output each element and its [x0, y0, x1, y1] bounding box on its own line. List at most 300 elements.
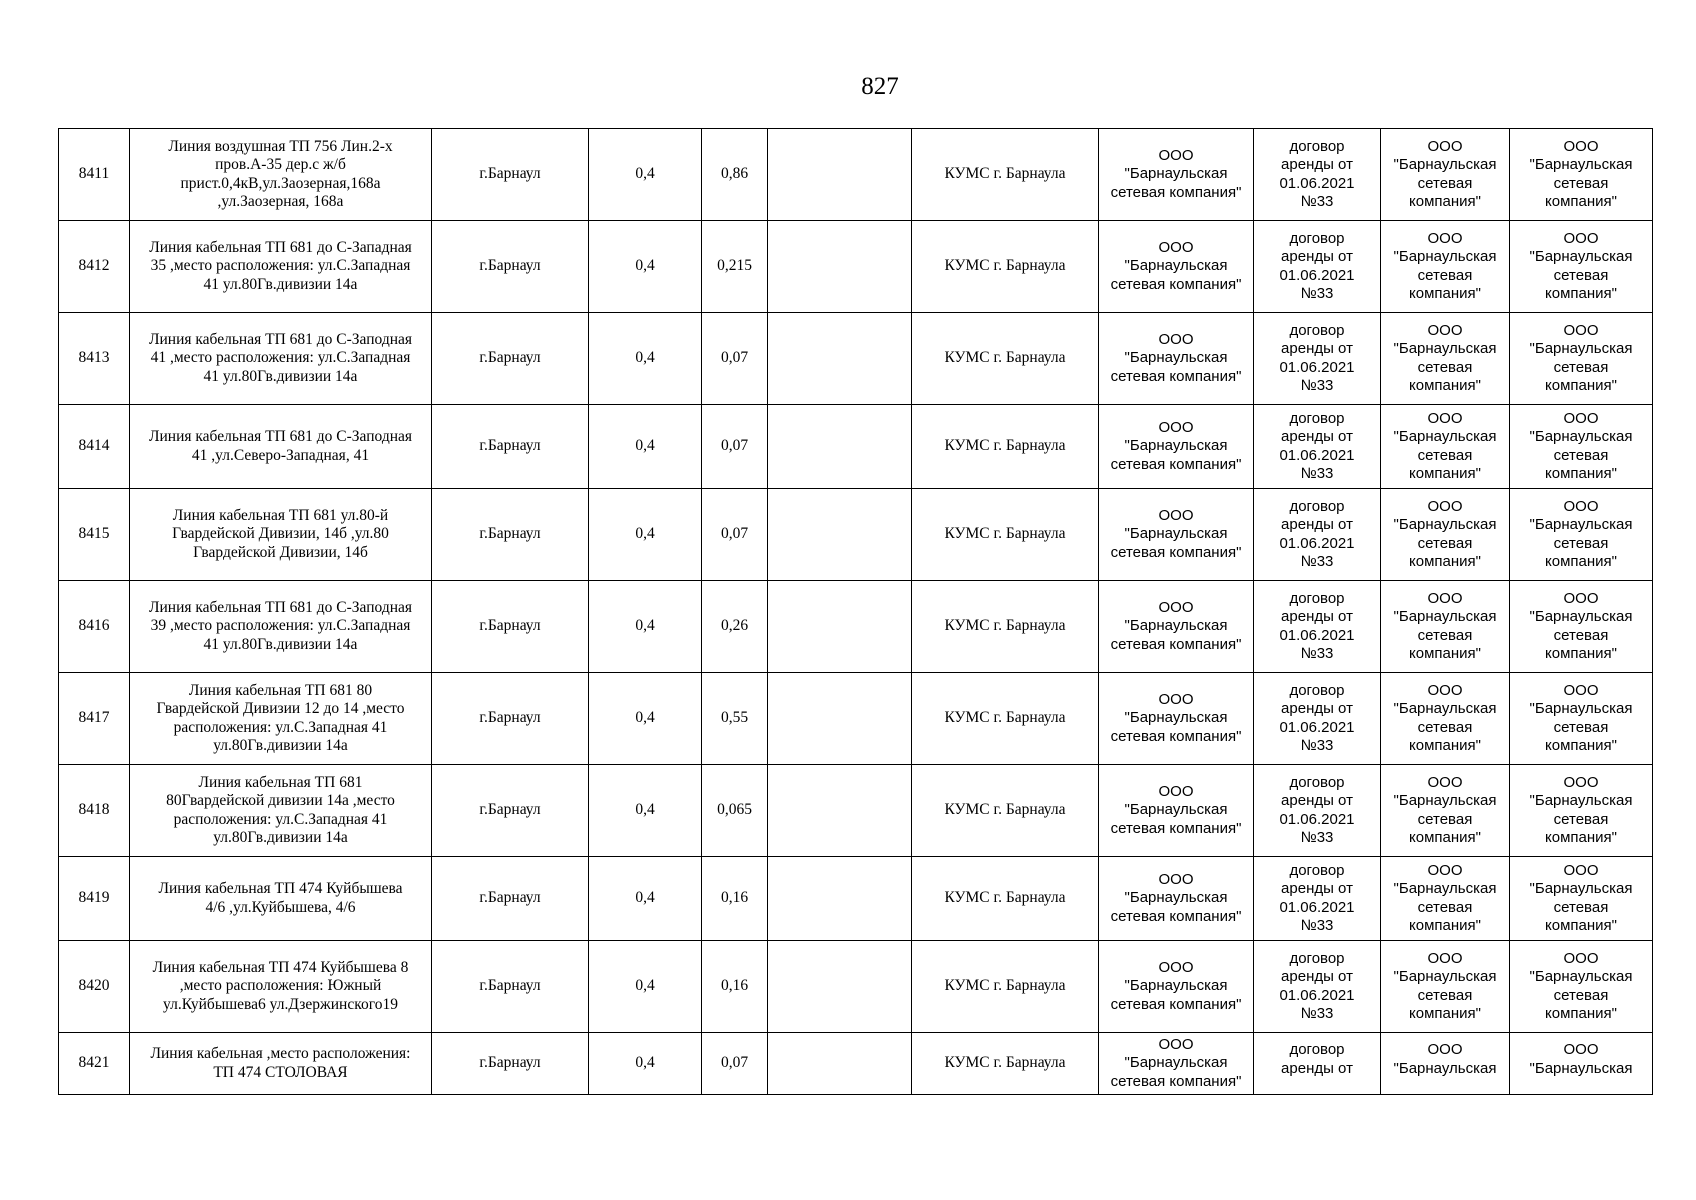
operator-org-line: ООО — [1427, 497, 1463, 515]
service-org-line: компания" — [1545, 737, 1617, 754]
service-org-line: "Барнаульская — [1529, 792, 1633, 809]
operator-org-line: "Барнаульская — [1393, 248, 1497, 265]
holder-org-line: сетевая компания" — [1110, 727, 1242, 745]
empty-cell — [768, 581, 912, 673]
holder-org-line: сетевая компания" — [1110, 543, 1242, 561]
object-location: г.Барнаул — [432, 673, 589, 765]
object-name — [130, 857, 432, 941]
holder-org-line: сетевая компания" — [1110, 819, 1242, 837]
row-number: 8412 — [59, 221, 130, 313]
object-name-line: Линия кабельная ,место расположения: — [150, 1045, 411, 1062]
page-number: 827 — [861, 73, 899, 100]
operator-org — [1381, 673, 1510, 765]
contract-info-line: аренды от — [1281, 248, 1353, 265]
object-name — [130, 489, 432, 581]
row-number: 8417 — [59, 673, 130, 765]
service-org-line: ООО — [1563, 497, 1599, 515]
operator-org-line: "Барнаульская — [1393, 792, 1497, 809]
object-name-line: ул.80Гв.дивизии 14а — [213, 737, 348, 754]
contract-info-line: №33 — [1300, 285, 1334, 302]
holder-org — [1099, 129, 1254, 221]
service-org-line: ООО — [1563, 773, 1599, 791]
table-row — [59, 489, 1653, 581]
holder-org-line: "Барнаульская — [1124, 165, 1228, 183]
operator-org-line: сетевая — [1417, 358, 1473, 376]
object-name — [130, 221, 432, 313]
contract-info-line: договор — [1289, 321, 1345, 339]
contract-info-line: договор — [1289, 1041, 1345, 1058]
object-name-line: 41 ул.80Гв.дивизии 14а — [203, 367, 358, 385]
row-number: 8416 — [59, 581, 130, 673]
object-name — [130, 765, 432, 857]
empty-cell — [768, 1033, 912, 1095]
holder-org-line: ООО — [1158, 418, 1194, 436]
service-org-line: сетевая — [1553, 174, 1609, 192]
service-org — [1510, 405, 1653, 489]
empty-cell — [768, 673, 912, 765]
row-number: 8411 — [59, 129, 130, 221]
object-name-line: Линия кабельная ТП 681 80 — [188, 681, 373, 699]
object-name-line: прист.0,4кВ,ул.Заозерная,168а — [180, 174, 381, 192]
object-location: г.Барнаул — [432, 941, 589, 1033]
operator-org-line: компания" — [1409, 737, 1481, 754]
line-length: 0,16 — [702, 857, 768, 941]
object-name-line: ,ул.Заозерная, 168а — [217, 193, 344, 210]
operator-org-line: ООО — [1427, 321, 1463, 339]
contract-info — [1254, 313, 1381, 405]
operator-org-line: сетевая — [1417, 810, 1473, 828]
service-org-line: компания" — [1545, 829, 1617, 846]
operator-org-line: компания" — [1409, 377, 1481, 394]
object-name-line: 41 ,место расположения: ул.С.Западная — [150, 349, 411, 367]
table-row — [59, 1033, 1653, 1095]
contract-info-line: договор — [1289, 681, 1345, 699]
holder-org-line: "Барнаульская — [1124, 617, 1228, 635]
service-org — [1510, 581, 1653, 673]
object-name-line: расположения: ул.С.Западная 41 — [173, 810, 388, 828]
service-org — [1510, 857, 1653, 941]
object-name-line: Линия кабельная ТП 474 Куйбышева — [158, 880, 403, 897]
holder-org-line: "Барнаульская — [1124, 525, 1228, 543]
voltage-kv: 0,4 — [589, 221, 702, 313]
object-name-line: 4/6 ,ул.Куйбышева, 4/6 — [205, 898, 356, 916]
voltage-kv: 0,4 — [589, 313, 702, 405]
contract-info-line: №33 — [1300, 193, 1334, 210]
object-name — [130, 673, 432, 765]
contract-info-line: №33 — [1300, 829, 1334, 846]
operator-org-line: ООО — [1427, 861, 1463, 879]
owner: КУМС г. Барнаула — [912, 581, 1099, 673]
contract-info-line: 01.06.2021 — [1279, 626, 1355, 644]
service-org-line: компания" — [1545, 1005, 1617, 1022]
line-length: 0,07 — [702, 405, 768, 489]
contract-info-line: договор — [1289, 409, 1345, 427]
service-org — [1510, 941, 1653, 1033]
holder-org-line: ООО — [1158, 146, 1194, 164]
operator-org-line: сетевая — [1417, 986, 1473, 1004]
object-name — [130, 129, 432, 221]
object-name-line: ТП 474 СТОЛОВАЯ — [213, 1063, 348, 1081]
line-length: 0,07 — [702, 1033, 768, 1095]
service-org-line: ООО — [1563, 137, 1599, 155]
holder-org-line: "Барнаульская — [1124, 801, 1228, 819]
service-org-line: компания" — [1545, 193, 1617, 210]
contract-info-line: 01.06.2021 — [1279, 718, 1355, 736]
owner: КУМС г. Барнаула — [912, 857, 1099, 941]
contract-info-line: договор — [1289, 773, 1345, 791]
operator-org-line: ООО — [1427, 681, 1463, 699]
service-org-line: сетевая — [1553, 718, 1609, 736]
owner: КУМС г. Барнаула — [912, 221, 1099, 313]
contract-info-line: 01.06.2021 — [1279, 898, 1355, 916]
empty-cell — [768, 313, 912, 405]
object-name-line: ул.Куйбышева6 ул.Дзержинского19 — [163, 995, 398, 1013]
voltage-kv: 0,4 — [589, 765, 702, 857]
row-number: 8413 — [59, 313, 130, 405]
holder-org-line: сетевая компания" — [1110, 275, 1242, 293]
contract-info — [1254, 673, 1381, 765]
contract-info — [1254, 405, 1381, 489]
operator-org-line: компания" — [1409, 285, 1481, 302]
table-row — [59, 581, 1653, 673]
empty-cell — [768, 489, 912, 581]
operator-org — [1381, 313, 1510, 405]
holder-org-line: ООО — [1158, 1035, 1194, 1053]
row-number: 8421 — [59, 1033, 130, 1095]
table-row — [59, 221, 1653, 313]
object-name-line: 80Гвардейской дивизии 14а ,место — [166, 792, 395, 809]
object-location: г.Барнаул — [432, 857, 589, 941]
holder-org — [1099, 941, 1254, 1033]
holder-org-line: сетевая компания" — [1110, 183, 1242, 201]
voltage-kv: 0,4 — [589, 857, 702, 941]
operator-org-line: компания" — [1409, 917, 1481, 934]
object-location: г.Барнаул — [432, 129, 589, 221]
object-location: г.Барнаул — [432, 489, 589, 581]
contract-info-line: №33 — [1300, 737, 1334, 754]
contract-info-line: аренды от — [1281, 428, 1353, 445]
operator-org-line: сетевая — [1417, 718, 1473, 736]
contract-info-line: аренды от — [1281, 516, 1353, 533]
holder-org — [1099, 489, 1254, 581]
service-org-line: сетевая — [1553, 358, 1609, 376]
object-name-line: ,место расположения: Южный — [179, 977, 382, 995]
operator-org — [1381, 857, 1510, 941]
service-org-line: компания" — [1545, 553, 1617, 570]
object-name-line: Линия кабельная ТП 681 до С-Заподная — [148, 428, 413, 445]
service-org — [1510, 129, 1653, 221]
voltage-kv: 0,4 — [589, 1033, 702, 1095]
line-length: 0,26 — [702, 581, 768, 673]
service-org-line: сетевая — [1553, 898, 1609, 916]
service-org — [1510, 221, 1653, 313]
service-org-line: "Барнаульская — [1529, 248, 1633, 265]
service-org — [1510, 313, 1653, 405]
contract-info-line: договор — [1289, 137, 1345, 155]
service-org-line: сетевая — [1553, 446, 1609, 464]
operator-org — [1381, 489, 1510, 581]
object-name-line: Линия кабельная ТП 474 Куйбышева 8 — [152, 958, 409, 976]
contract-info-line: аренды от — [1281, 608, 1353, 625]
holder-org-line: ООО — [1158, 958, 1194, 976]
service-org-line: ООО — [1563, 681, 1599, 699]
service-org-line: компания" — [1545, 285, 1617, 302]
service-org-line: ООО — [1563, 861, 1599, 879]
row-number: 8420 — [59, 941, 130, 1033]
holder-org-line: "Барнаульская — [1124, 257, 1228, 275]
row-number: 8418 — [59, 765, 130, 857]
object-name-line: ул.80Гв.дивизии 14а — [213, 829, 348, 846]
contract-info-line: 01.06.2021 — [1279, 810, 1355, 828]
contract-info — [1254, 941, 1381, 1033]
operator-org-line: "Барнаульская — [1393, 516, 1497, 533]
contract-info — [1254, 857, 1381, 941]
object-name — [130, 581, 432, 673]
line-length: 0,215 — [702, 221, 768, 313]
contract-info — [1254, 129, 1381, 221]
contract-info-line: №33 — [1300, 917, 1334, 934]
service-org-line: "Барнаульская — [1529, 1059, 1633, 1077]
contract-info-line: 01.06.2021 — [1279, 534, 1355, 552]
holder-org-line: "Барнаульская — [1124, 889, 1228, 907]
contract-info-line: аренды от — [1281, 700, 1353, 717]
operator-org — [1381, 221, 1510, 313]
service-org — [1510, 489, 1653, 581]
table-row — [59, 313, 1653, 405]
operator-org — [1381, 129, 1510, 221]
contract-info-line: 01.06.2021 — [1279, 986, 1355, 1004]
operator-org — [1381, 581, 1510, 673]
operator-org-line: "Барнаульская — [1393, 608, 1497, 625]
empty-cell — [768, 857, 912, 941]
holder-org — [1099, 1033, 1254, 1095]
holder-org-line: "Барнаульская — [1124, 349, 1228, 367]
owner: КУМС г. Барнаула — [912, 405, 1099, 489]
object-name — [130, 941, 432, 1033]
contract-info-line: №33 — [1300, 377, 1334, 394]
table-body — [59, 129, 1653, 1095]
holder-org-line: ООО — [1158, 238, 1194, 256]
object-name — [130, 313, 432, 405]
service-org-line: "Барнаульская — [1529, 428, 1633, 445]
object-name — [130, 405, 432, 489]
contract-info-line: аренды от — [1281, 340, 1353, 357]
object-location: г.Барнаул — [432, 221, 589, 313]
service-org-line: компания" — [1545, 645, 1617, 662]
table-row — [59, 129, 1653, 221]
service-org-line: ООО — [1563, 321, 1599, 339]
operator-org-line: "Барнаульская — [1393, 340, 1497, 357]
object-name-line: Линия кабельная ТП 681 — [198, 773, 363, 791]
contract-info — [1254, 221, 1381, 313]
operator-org — [1381, 765, 1510, 857]
service-org-line: компания" — [1545, 465, 1617, 482]
service-org-line: ООО — [1563, 409, 1599, 427]
operator-org-line: ООО — [1427, 409, 1463, 427]
service-org-line: "Барнаульская — [1529, 608, 1633, 625]
holder-org-line: "Барнаульская — [1124, 977, 1228, 995]
owner: КУМС г. Барнаула — [912, 129, 1099, 221]
contract-info — [1254, 765, 1381, 857]
contract-info-line: договор — [1289, 589, 1345, 607]
operator-org-line: сетевая — [1417, 534, 1473, 552]
operator-org-line: сетевая — [1417, 626, 1473, 644]
owner: КУМС г. Барнаула — [912, 313, 1099, 405]
line-length: 0,07 — [702, 489, 768, 581]
operator-org-line: сетевая — [1417, 446, 1473, 464]
holder-org-line: сетевая компания" — [1110, 1072, 1242, 1090]
voltage-kv: 0,4 — [589, 581, 702, 673]
operator-org-line: "Барнаульская — [1393, 700, 1497, 717]
object-location: г.Барнаул — [432, 405, 589, 489]
contract-info-line: аренды от — [1281, 1059, 1353, 1077]
voltage-kv: 0,4 — [589, 941, 702, 1033]
registry-table — [58, 128, 1653, 1095]
holder-org-line: ООО — [1158, 330, 1194, 348]
contract-info — [1254, 489, 1381, 581]
operator-org-line: компания" — [1409, 829, 1481, 846]
contract-info-line: №33 — [1300, 465, 1334, 482]
owner: КУМС г. Барнаула — [912, 489, 1099, 581]
holder-org-line: ООО — [1158, 690, 1194, 708]
empty-cell — [768, 221, 912, 313]
object-name-line: 41 ул.80Гв.дивизии 14а — [203, 275, 358, 293]
operator-org-line: компания" — [1409, 553, 1481, 570]
service-org-line: сетевая — [1553, 986, 1609, 1004]
object-location: г.Барнаул — [432, 581, 589, 673]
object-name-line: Гвардейской Дивизии, 14б — [193, 543, 368, 561]
empty-cell — [768, 405, 912, 489]
service-org-line: сетевая — [1553, 626, 1609, 644]
holder-org — [1099, 857, 1254, 941]
service-org-line: ООО — [1563, 229, 1599, 247]
service-org — [1510, 1033, 1653, 1095]
owner: КУМС г. Барнаула — [912, 673, 1099, 765]
line-length: 0,065 — [702, 765, 768, 857]
holder-org — [1099, 221, 1254, 313]
holder-org-line: ООО — [1158, 870, 1194, 888]
row-number: 8415 — [59, 489, 130, 581]
contract-info-line: аренды от — [1281, 968, 1353, 985]
owner: КУМС г. Барнаула — [912, 941, 1099, 1033]
holder-org-line: сетевая компания" — [1110, 455, 1242, 473]
contract-info-line: договор — [1289, 497, 1345, 515]
object-name-line: Линия кабельная ТП 681 до С-Западная — [149, 238, 412, 256]
object-name-line: 41 ул.80Гв.дивизии 14а — [203, 635, 358, 653]
holder-org-line: сетевая компания" — [1110, 367, 1242, 385]
service-org-line: "Барнаульская — [1529, 340, 1633, 357]
voltage-kv: 0,4 — [589, 489, 702, 581]
service-org-line: "Барнаульская — [1529, 700, 1633, 717]
holder-org-line: "Барнаульская — [1124, 709, 1228, 727]
object-location: г.Барнаул — [432, 1033, 589, 1095]
object-name-line: Линия кабельная ТП 681 ул.80-й — [172, 506, 389, 524]
service-org-line: сетевая — [1553, 266, 1609, 284]
contract-info-line: договор — [1289, 229, 1345, 247]
contract-info — [1254, 581, 1381, 673]
operator-org-line: сетевая — [1417, 266, 1473, 284]
service-org-line: "Барнаульская — [1529, 968, 1633, 985]
object-name-line: расположения: ул.С.Западная 41 — [173, 718, 388, 736]
operator-org — [1381, 405, 1510, 489]
operator-org-line: ООО — [1427, 589, 1463, 607]
object-name-line: Гвардейской Дивизии 12 до 14 ,место — [156, 700, 405, 717]
holder-org-line: ООО — [1158, 782, 1194, 800]
operator-org-line: компания" — [1409, 465, 1481, 482]
contract-info — [1254, 1033, 1381, 1095]
operator-org-line: "Барнаульская — [1393, 968, 1497, 985]
operator-org-line: ООО — [1427, 1041, 1463, 1058]
contract-info-line: №33 — [1300, 1005, 1334, 1022]
contract-info-line: №33 — [1300, 553, 1334, 570]
contract-info-line: аренды от — [1281, 880, 1353, 897]
empty-cell — [768, 941, 912, 1033]
object-name-line: Линия кабельная ТП 681 до С-Заподная — [148, 330, 413, 348]
holder-org-line: сетевая компания" — [1110, 995, 1242, 1013]
contract-info-line: аренды от — [1281, 156, 1353, 173]
service-org-line: компания" — [1545, 377, 1617, 394]
table-row — [59, 673, 1653, 765]
contract-info-line: №33 — [1300, 645, 1334, 662]
object-name-line: Линия кабельная ТП 681 до С-Заподная — [148, 598, 413, 616]
table-row — [59, 941, 1653, 1033]
operator-org-line: ООО — [1427, 229, 1463, 247]
contract-info-line: 01.06.2021 — [1279, 358, 1355, 376]
operator-org-line: компания" — [1409, 645, 1481, 662]
contract-info-line: 01.06.2021 — [1279, 266, 1355, 284]
holder-org-line: сетевая компания" — [1110, 907, 1242, 925]
holder-org-line: ООО — [1158, 506, 1194, 524]
holder-org — [1099, 765, 1254, 857]
operator-org-line: компания" — [1409, 193, 1481, 210]
holder-org — [1099, 405, 1254, 489]
service-org — [1510, 765, 1653, 857]
row-number: 8414 — [59, 405, 130, 489]
owner: КУМС г. Барнаула — [912, 765, 1099, 857]
object-name-line: 39 ,место расположения: ул.С.Западная — [150, 617, 411, 635]
owner: КУМС г. Барнаула — [912, 1033, 1099, 1095]
line-length: 0,55 — [702, 673, 768, 765]
table-row — [59, 405, 1653, 489]
object-name — [130, 1033, 432, 1095]
contract-info-line: 01.06.2021 — [1279, 174, 1355, 192]
service-org-line: сетевая — [1553, 810, 1609, 828]
operator-org — [1381, 941, 1510, 1033]
operator-org-line: ООО — [1427, 773, 1463, 791]
service-org-line: ООО — [1563, 589, 1599, 607]
operator-org-line: "Барнаульская — [1393, 156, 1497, 173]
service-org-line: компания" — [1545, 917, 1617, 934]
object-name-line: Гвардейской Дивизии, 14б ,ул.80 — [172, 525, 389, 543]
empty-cell — [768, 129, 912, 221]
operator-org-line: "Барнаульская — [1393, 1059, 1497, 1077]
service-org-line: ООО — [1563, 1041, 1599, 1058]
operator-org-line: компания" — [1409, 1005, 1481, 1022]
holder-org-line: "Барнаульская — [1124, 437, 1228, 455]
object-name-line: 35 ,место расположения: ул.С.Западная — [150, 257, 411, 275]
contract-info-line: договор — [1289, 949, 1345, 967]
holder-org — [1099, 673, 1254, 765]
object-name-line: пров.А-35 дер.с ж/б — [215, 156, 346, 173]
holder-org — [1099, 313, 1254, 405]
empty-cell — [768, 765, 912, 857]
service-org-line: "Барнаульская — [1529, 156, 1633, 173]
holder-org — [1099, 581, 1254, 673]
service-org-line: сетевая — [1553, 534, 1609, 552]
object-location: г.Барнаул — [432, 765, 589, 857]
contract-info-line: 01.06.2021 — [1279, 446, 1355, 464]
holder-org-line: ООО — [1158, 598, 1194, 616]
